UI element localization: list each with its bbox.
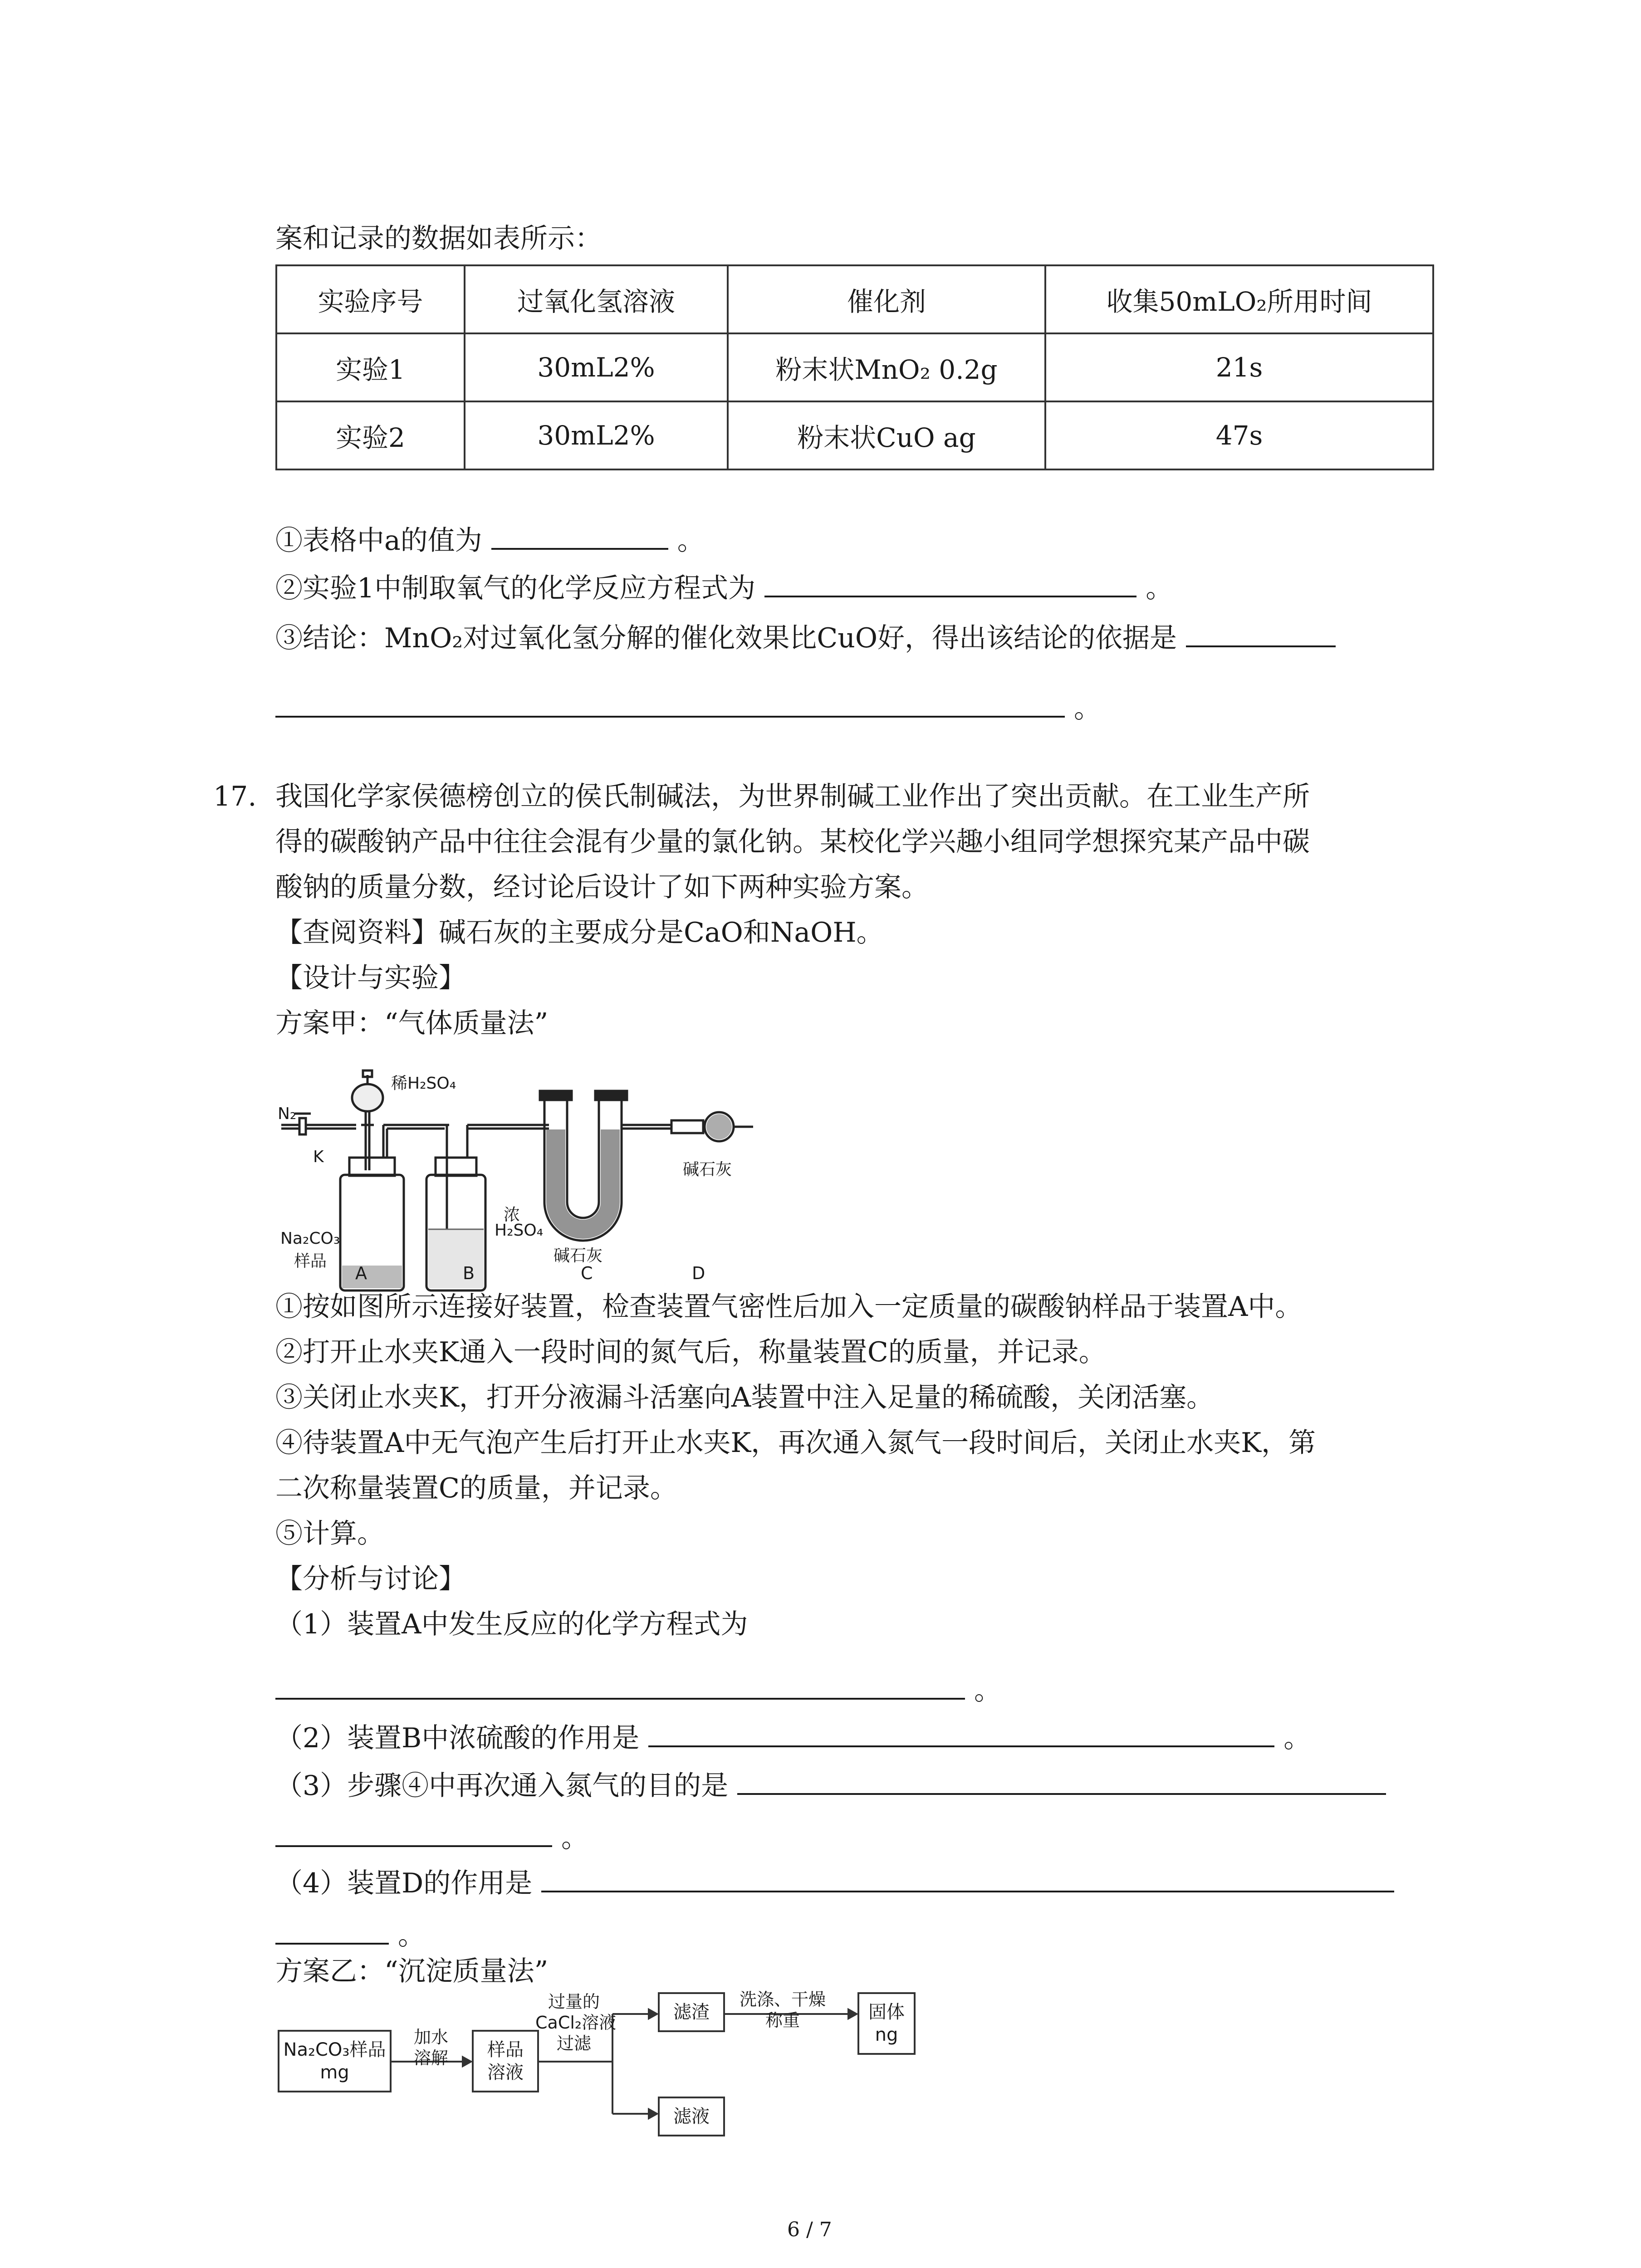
table-cell: 21s [1045, 333, 1433, 401]
table-header-row [276, 265, 1433, 333]
flow-step-dissolve-l1: 加水 [413, 2027, 448, 2047]
answer-blank[interactable] [491, 522, 668, 550]
table-row [276, 401, 1433, 469]
table-cell: 47s [1045, 401, 1433, 469]
q17-intro-line1: 我国化学家侯德榜创立的侯氏制碱法，为世界制碱工业作出了突出贡献。在工业生产所 [275, 781, 1310, 812]
step-1: ①按如图所示连接好装置，检查装置气密性后加入一定质量的碳酸钠样品于装置A中。 [275, 1291, 1303, 1323]
answer-blank[interactable] [275, 689, 1065, 718]
soda-lime-d-label: 碱石灰 [683, 1160, 732, 1179]
experiment-table [275, 264, 1434, 470]
step-2: ②打开止水夹K通入一段时间的氮气后，称量装置C的质量，并记录。 [275, 1336, 1106, 1368]
flow-box-solution-l1: 样品 [487, 2039, 524, 2060]
table-cell: 30mL2% [465, 401, 728, 469]
q16-part1 [275, 522, 705, 557]
period: 。 [1283, 1722, 1311, 1754]
table-header-cell: 过氧化氢溶液 [465, 265, 728, 333]
analysis-q2 [275, 1719, 1311, 1755]
flow-step-wash-l1: 洗涤、干燥 [739, 1989, 826, 2009]
flow-box-residue: 滤渣 [658, 1992, 725, 2032]
flow-box-solution-l2: 溶液 [487, 2062, 524, 2083]
flow-box-solution [472, 2030, 539, 2092]
conc-label-2: H₂SO₄ [495, 1221, 544, 1240]
q17-intro-line2: 得的碳酸钠产品中往往会混有少量的氯化钠。某校化学兴趣小组同学想探究某产品中碳 [275, 826, 1310, 858]
flow-step-wash [726, 1989, 839, 2031]
answer-blank[interactable] [737, 1767, 1386, 1795]
analysis-heading: 【分析与讨论】 [275, 1563, 466, 1595]
answer-blank[interactable] [275, 1916, 389, 1945]
analysis-q4-cont [275, 1916, 425, 1952]
analysis-q1: （1）装置A中发生反应的化学方程式为 [275, 1608, 748, 1640]
answer-blank[interactable] [541, 1864, 1394, 1892]
n2-label: N₂ [278, 1105, 297, 1123]
q16-part2-text: ②实验1中制取氧气的化学反应方程式为 [275, 572, 756, 604]
sample-label-1: Na₂CO₃ [280, 1229, 340, 1248]
table-header-cell: 催化剂 [728, 265, 1045, 333]
label-d: D [692, 1263, 705, 1283]
table-cell: 实验2 [276, 401, 465, 469]
flow-box-sample-l1: Na₂CO₃样品 [283, 2039, 386, 2060]
flow-box-solid-l2: ng [875, 2024, 898, 2045]
table-cell: 实验1 [276, 333, 465, 401]
step-5: ⑤计算。 [275, 1518, 384, 1549]
flow-step-dissolve [395, 2027, 467, 2068]
plan-a-heading: 方案甲：“气体质量法” [275, 1007, 549, 1039]
table-cell: 粉末状MnO₂ 0.2g [728, 333, 1045, 401]
answer-blank[interactable] [1186, 619, 1336, 647]
q17-intro-line3: 酸钠的质量分数，经讨论后设计了如下两种实验方案。 [275, 871, 929, 903]
info-section: 【查阅资料】碱石灰的主要成分是CaO和NaOH。 [275, 917, 884, 948]
label-b: B [463, 1263, 475, 1283]
label-a: A [355, 1263, 367, 1283]
intro-text: 案和记录的数据如表所示： [275, 223, 602, 254]
analysis-q4 [275, 1864, 1403, 1900]
k-label: K [313, 1148, 324, 1166]
flow-step-filter-l1: 过量的 [548, 1992, 600, 2012]
label-c: C [581, 1263, 593, 1283]
analysis-q3 [275, 1767, 1395, 1802]
flow-box-filtrate: 滤液 [658, 2097, 725, 2136]
q16-part3-cont [275, 689, 1101, 725]
period: 。 [1074, 693, 1101, 724]
q16-part3 [275, 619, 1345, 655]
design-heading: 【设计与实验】 [275, 962, 466, 994]
soda-lime-c-label: 碱石灰 [554, 1246, 603, 1265]
flow-step-filter-l2: CaCl₂溶液 [535, 2013, 617, 2033]
period: 。 [398, 1920, 425, 1951]
flow-box-solid [857, 1992, 916, 2055]
step-3: ③关闭止水夹K，打开分液漏斗活塞向A装置中注入足量的稀硫酸，关闭活塞。 [275, 1382, 1214, 1413]
conc-label-1: 浓 [504, 1206, 520, 1224]
table-header-cell: 收集50mLO₂所用时间 [1045, 265, 1433, 333]
table-cell: 粉末状CuO ag [728, 401, 1045, 469]
plan-b-heading: 方案乙：“沉淀质量法” [275, 1955, 549, 1987]
analysis-q3-text: （3）步骤④中再次通入氮气的目的是 [275, 1770, 729, 1802]
period: 。 [561, 1822, 588, 1854]
flow-step-dissolve-l2: 溶解 [413, 2048, 448, 2068]
q16-part3-text: ③结论：MnO₂对过氧化氢分解的催化效果比CuO好，得出该结论的依据是 [275, 622, 1177, 654]
step-4: ④待装置A中无气泡产生后打开止水夹K，再次通入氮气一段时间后，关闭止水夹K，第 [275, 1427, 1316, 1459]
flow-box-solid-l1: 固体 [868, 2002, 905, 2023]
answer-blank[interactable] [764, 569, 1136, 597]
period: 。 [974, 1675, 1001, 1706]
analysis-q2-text: （2）装置B中浓硫酸的作用是 [275, 1722, 640, 1754]
q17-number: 17. [213, 781, 257, 812]
answer-blank[interactable] [275, 1672, 965, 1700]
answer-blank[interactable] [275, 1819, 552, 1847]
period: 。 [1146, 572, 1173, 604]
flow-box-sample-l2: mg [320, 2062, 349, 2083]
flow-step-filter-l3: 过滤 [556, 2033, 591, 2053]
sample-label-2: 样品 [294, 1252, 327, 1271]
acid-label: 稀H₂SO₄ [391, 1074, 456, 1093]
analysis-q3-cont [275, 1819, 588, 1854]
flow-step-wash-l2: 称重 [765, 2010, 800, 2030]
period: 。 [677, 525, 705, 557]
table-cell: 30mL2% [465, 333, 728, 401]
q16-part1-text: ①表格中a的值为 [275, 525, 482, 557]
table-row [276, 333, 1433, 401]
table-header-cell: 实验序号 [276, 265, 465, 333]
page-number: 6 / 7 [787, 2218, 832, 2241]
analysis-q4-text: （4）装置D的作用是 [275, 1867, 533, 1899]
answer-blank[interactable] [648, 1719, 1274, 1747]
flow-step-filter [535, 1991, 617, 2054]
step-4-cont: 二次称量装置C的质量，并记录。 [275, 1472, 677, 1504]
q16-part2 [275, 569, 1173, 605]
analysis-q1-answer [275, 1672, 1001, 1707]
flow-box-sample [278, 2030, 392, 2092]
